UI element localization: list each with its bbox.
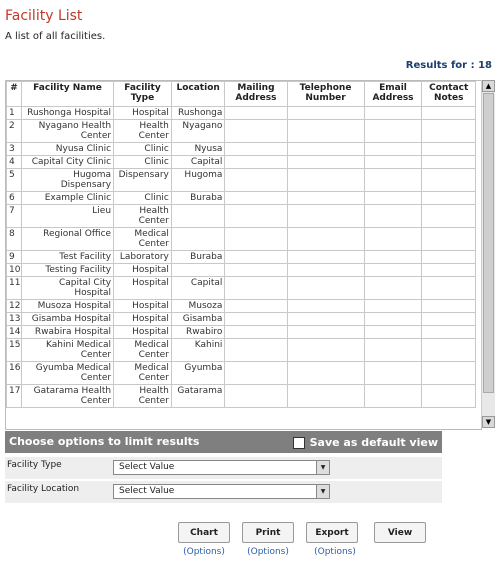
table-cell: 5 [7, 169, 22, 192]
table-cell [422, 228, 476, 251]
table-cell [422, 107, 476, 120]
scroll-up-arrow-icon[interactable]: ▲ [482, 80, 495, 92]
table-cell [225, 339, 287, 362]
table-cell [287, 120, 364, 143]
table-cell: Health Center [114, 385, 172, 408]
table-cell [287, 251, 364, 264]
table-cell [225, 228, 287, 251]
table-cell: 4 [7, 156, 22, 169]
table-cell [287, 339, 364, 362]
table-cell: 8 [7, 228, 22, 251]
table-cell: 6 [7, 192, 22, 205]
table-cell [287, 264, 364, 277]
table-cell [225, 300, 287, 313]
table-row[interactable] [7, 277, 476, 300]
table-cell [225, 107, 287, 120]
table-cell: Capital City Hospital [21, 277, 113, 300]
table-cell [364, 205, 422, 228]
table-cell: Clinic [114, 156, 172, 169]
table-cell: Buraba [171, 251, 225, 264]
table-cell [422, 313, 476, 326]
column-header-telephone-number[interactable]: Telephone Number [287, 82, 364, 107]
results-count: Results for : 18 [405, 60, 492, 71]
table-cell: Hospital [114, 300, 172, 313]
table-cell: Gisamba [171, 313, 225, 326]
table-cell [225, 205, 287, 228]
table-cell [287, 277, 364, 300]
save-default-view[interactable] [293, 436, 438, 449]
table-cell: Lieu [21, 205, 113, 228]
table-row[interactable] [7, 143, 476, 156]
table-cell: Kahini Medical Center [21, 339, 113, 362]
table-cell [287, 205, 364, 228]
table-cell: Rwabira Hospital [21, 326, 113, 339]
table-cell [422, 339, 476, 362]
table-cell: Health Center [114, 120, 172, 143]
export-button[interactable]: Export [306, 522, 358, 543]
table-cell [422, 192, 476, 205]
table-cell: Nyagano Health Center [21, 120, 113, 143]
table-cell [364, 277, 422, 300]
table-cell [422, 300, 476, 313]
table-cell [287, 143, 364, 156]
table-cell: Test Facility [21, 251, 113, 264]
table-cell: Hospital [114, 313, 172, 326]
table-cell: Hospital [114, 107, 172, 120]
table-cell [287, 228, 364, 251]
table-cell [364, 313, 422, 326]
facility-location-select-value: Select Value [119, 486, 175, 496]
table-row[interactable] [7, 339, 476, 362]
chevron-down-icon[interactable]: ▼ [316, 485, 329, 498]
table-cell [225, 264, 287, 277]
table-cell: Laboratory [114, 251, 172, 264]
scroll-down-arrow-icon[interactable]: ▼ [482, 416, 495, 428]
table-cell [364, 169, 422, 192]
table-cell: Hospital [114, 326, 172, 339]
table-cell [287, 326, 364, 339]
table-cell: Medical Center [114, 362, 172, 385]
table-row[interactable] [7, 192, 476, 205]
table-cell [225, 385, 287, 408]
table-cell [364, 192, 422, 205]
table-cell: Capital City Clinic [21, 156, 113, 169]
table-row[interactable] [7, 362, 476, 385]
table-cell: 2 [7, 120, 22, 143]
table-cell [364, 264, 422, 277]
table-cell [225, 192, 287, 205]
table-cell: 7 [7, 205, 22, 228]
facility-table-container[interactable] [5, 80, 482, 430]
table-cell [225, 326, 287, 339]
table-cell: Capital [171, 277, 225, 300]
table-cell [422, 169, 476, 192]
table-cell [364, 300, 422, 313]
table-cell [287, 192, 364, 205]
table-cell: 14 [7, 326, 22, 339]
table-cell [287, 156, 364, 169]
table-cell: 17 [7, 385, 22, 408]
table-cell: Gatarama Health Center [21, 385, 113, 408]
table-cell: Clinic [114, 143, 172, 156]
table-row[interactable] [7, 313, 476, 326]
table-cell [422, 156, 476, 169]
table-cell [422, 205, 476, 228]
table-cell: Capital [171, 156, 225, 169]
table-cell [364, 326, 422, 339]
page-title: Facility List [5, 8, 83, 24]
table-cell: Rushonga Hospital [21, 107, 113, 120]
table-cell: Nyagano [171, 120, 225, 143]
table-cell: 15 [7, 339, 22, 362]
column-header-number[interactable]: # [7, 82, 22, 107]
table-cell: Testing Facility [21, 264, 113, 277]
table-cell: 10 [7, 264, 22, 277]
table-cell: Hospital [114, 264, 172, 277]
options-bar-label: Choose options to limit results [9, 435, 200, 448]
column-header-mailing-address[interactable]: Mailing Address [225, 82, 287, 107]
table-cell [364, 339, 422, 362]
print-button[interactable]: Print [242, 522, 294, 543]
chart-button[interactable]: Chart [178, 522, 230, 543]
table-cell [364, 143, 422, 156]
table-cell: Regional Office [21, 228, 113, 251]
table-cell: Rushonga [171, 107, 225, 120]
chart-options-link[interactable]: (Options) [183, 547, 225, 557]
filter-label-facility-location: Facility Location [7, 484, 80, 494]
table-cell [422, 362, 476, 385]
table-cell: Gyumba Medical Center [21, 362, 113, 385]
table-cell: Musoza [171, 300, 225, 313]
table-cell [287, 300, 364, 313]
scroll-thumb[interactable] [483, 93, 494, 393]
export-options-link[interactable]: (Options) [314, 547, 356, 557]
table-cell [422, 385, 476, 408]
table-cell [364, 385, 422, 408]
table-cell: Health Center [114, 205, 172, 228]
table-cell [422, 120, 476, 143]
table-cell [422, 251, 476, 264]
table-cell [225, 313, 287, 326]
table-row[interactable] [7, 107, 476, 120]
view-button[interactable]: View [374, 522, 426, 543]
table-cell [364, 120, 422, 143]
table-cell [422, 143, 476, 156]
table-cell: Gisamba Hospital [21, 313, 113, 326]
table-row[interactable] [7, 205, 476, 228]
column-header-facility-name[interactable]: Facility Name [21, 82, 113, 107]
table-cell: Buraba [171, 192, 225, 205]
table-cell: Gyumba [171, 362, 225, 385]
table-cell [364, 228, 422, 251]
table-cell [225, 277, 287, 300]
table-cell: Nyusa Clinic [21, 143, 113, 156]
table-cell [225, 362, 287, 385]
table-cell: Hugoma [171, 169, 225, 192]
table-cell: Medical Center [114, 228, 172, 251]
table-cell [171, 228, 225, 251]
table-cell [225, 169, 287, 192]
table-cell [364, 156, 422, 169]
table-cell [422, 264, 476, 277]
table-header-row [7, 82, 476, 107]
table-row[interactable] [7, 228, 476, 251]
table-cell [364, 107, 422, 120]
table-scrollbar[interactable] [481, 80, 495, 428]
table-cell [225, 120, 287, 143]
table-cell: Example Clinic [21, 192, 113, 205]
table-cell [287, 107, 364, 120]
table-row[interactable] [7, 300, 476, 313]
table-cell [225, 143, 287, 156]
print-options-link[interactable]: (Options) [247, 547, 289, 557]
table-row[interactable] [7, 385, 476, 408]
facility-type-select-value: Select Value [119, 462, 175, 472]
table-cell [287, 362, 364, 385]
table-row[interactable] [7, 169, 476, 192]
table-cell [287, 313, 364, 326]
table-cell: 12 [7, 300, 22, 313]
page-subtitle: A list of all facilities. [5, 31, 106, 42]
table-cell: Kahini [171, 339, 225, 362]
chevron-down-icon[interactable]: ▼ [316, 461, 329, 474]
column-header-location[interactable]: Location [171, 82, 225, 107]
table-cell: Medical Center [114, 339, 172, 362]
table-row[interactable] [7, 156, 476, 169]
table-cell: Musoza Hospital [21, 300, 113, 313]
column-header-email-address[interactable]: Email Address [364, 82, 422, 107]
column-header-facility-type[interactable]: Facility Type [114, 82, 172, 107]
table-cell: 16 [7, 362, 22, 385]
column-header-contact-notes[interactable]: Contact Notes [422, 82, 476, 107]
save-default-checkbox[interactable] [293, 437, 305, 449]
table-cell [422, 326, 476, 339]
table-cell: Hugoma Dispensary [21, 169, 113, 192]
table-row[interactable] [7, 120, 476, 143]
table-cell: Rwabiro [171, 326, 225, 339]
table-cell [364, 251, 422, 264]
filter-label-facility-type: Facility Type [7, 460, 62, 470]
table-cell: 3 [7, 143, 22, 156]
table-cell: 11 [7, 277, 22, 300]
filter-row-facility-location [5, 481, 442, 503]
table-cell [171, 264, 225, 277]
table-row[interactable] [7, 326, 476, 339]
table-cell [287, 385, 364, 408]
filter-row-facility-type [5, 457, 442, 479]
table-cell [171, 205, 225, 228]
table-cell: Hospital [114, 277, 172, 300]
table-cell: Dispensary [114, 169, 172, 192]
table-cell [422, 277, 476, 300]
table-cell: 9 [7, 251, 22, 264]
table-row[interactable] [7, 264, 476, 277]
table-cell [364, 362, 422, 385]
table-cell: 1 [7, 107, 22, 120]
options-bar [5, 431, 442, 453]
table-cell: Gatarama [171, 385, 225, 408]
table-cell [225, 251, 287, 264]
table-cell: 13 [7, 313, 22, 326]
table-cell [225, 156, 287, 169]
table-cell [287, 169, 364, 192]
table-cell: Nyusa [171, 143, 225, 156]
table-row[interactable] [7, 251, 476, 264]
facility-location-select[interactable] [113, 484, 330, 499]
facility-type-select[interactable] [113, 460, 330, 475]
table-cell: Clinic [114, 192, 172, 205]
save-default-label: Save as default view [309, 436, 438, 449]
facility-table [6, 81, 476, 408]
